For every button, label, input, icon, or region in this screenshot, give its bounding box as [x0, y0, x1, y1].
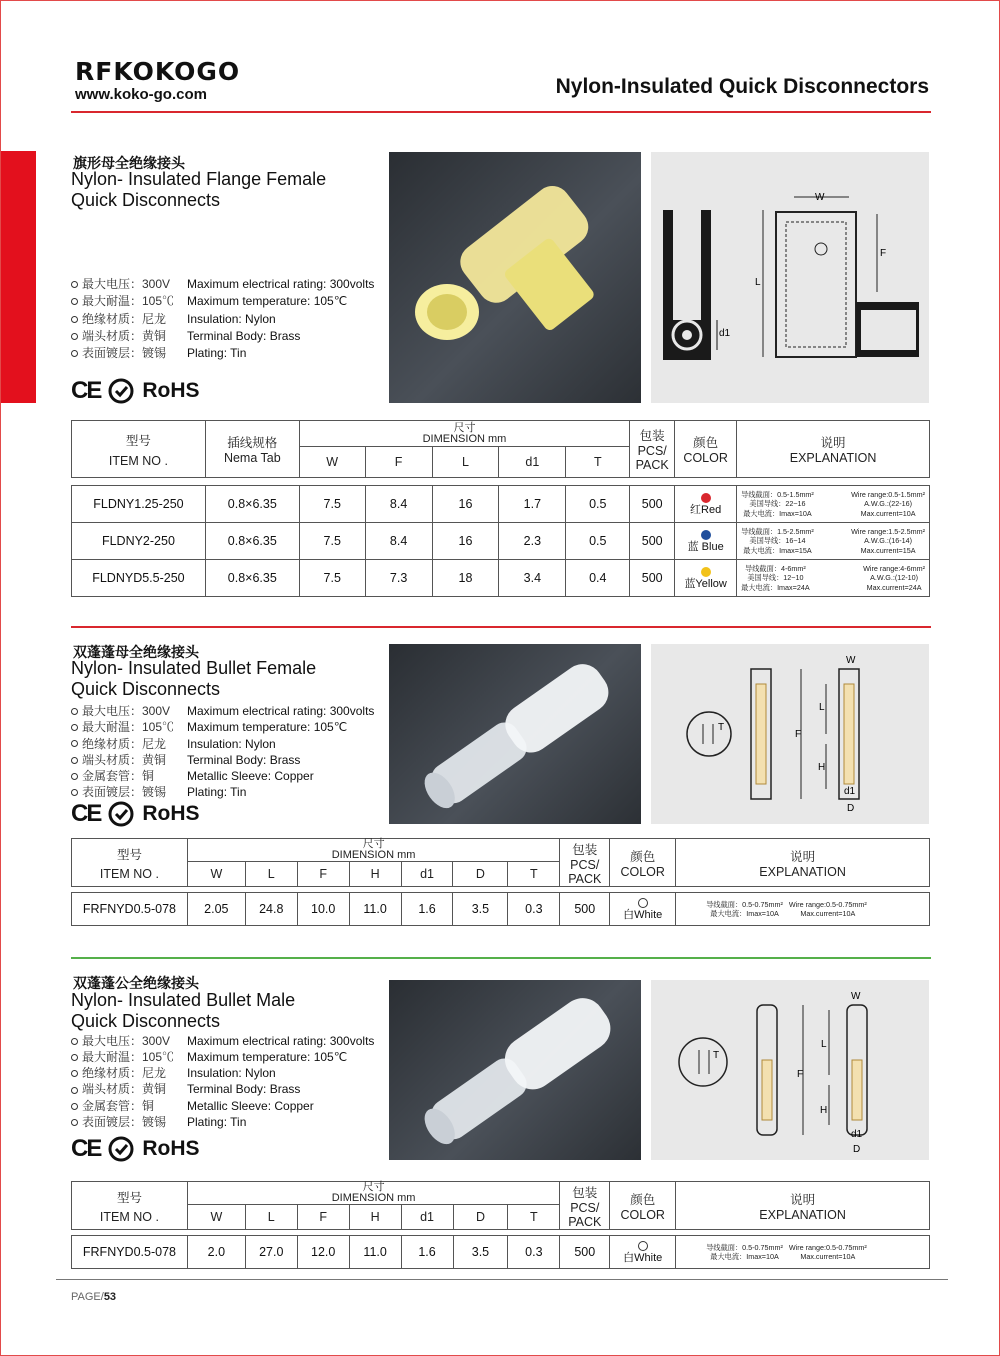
header-explanation: 说明 EXPLANATION — [676, 1182, 930, 1230]
bullet-female-photo — [389, 644, 641, 824]
spec-row: 端头材质：黄铜 Terminal Body: Brass — [71, 328, 374, 345]
page-number: PAGE/53 — [71, 1291, 117, 1303]
section-divider — [71, 626, 931, 628]
spec-row: 金属套管：铜 Metallic Sleeve: Copper — [71, 768, 374, 784]
section2-title-en-1: Nylon- Insulated Bullet Female — [71, 658, 317, 678]
website-url: www.koko-go.com — [75, 86, 207, 103]
t-label: T — [718, 722, 725, 733]
quality-badge-icon — [108, 1136, 134, 1162]
section2-certifications — [71, 800, 200, 828]
col-l: L — [245, 862, 297, 887]
l-label: L — [755, 277, 761, 288]
flange-female-photo — [389, 152, 641, 403]
table-row: FRFNYD0.5-078 2.05 24.8 10.0 11.0 1.6 3.5 0.3 500 白White 导线截面：0.5-0.75mm² 最大电流：Imax=10A Wire range:0.5-0.75mm² Max.current=10A — [72, 893, 930, 926]
section1-title-cn: 旗形母全绝缘接头 — [73, 155, 185, 171]
section1-certifications — [71, 377, 200, 405]
footer-rule — [56, 1279, 948, 1280]
section1-title-en-2: Quick Disconnects — [71, 190, 221, 210]
header-pack: 包装 PCS/ PACK — [560, 1182, 610, 1230]
col-t: T — [508, 862, 560, 887]
quality-badge-icon — [108, 801, 134, 827]
yellow-color-dot — [701, 567, 711, 577]
section1-spec-list — [71, 276, 374, 362]
col-f: F — [365, 447, 432, 478]
d1-label: d1 — [844, 786, 856, 797]
spec-row: 最大电压：300V Maximum electrical rating: 300volts — [71, 276, 374, 293]
bullet-male-photo — [389, 980, 641, 1160]
section3-spec-table — [71, 1181, 930, 1269]
col-l: L — [432, 447, 499, 478]
section2-spec-list — [71, 703, 374, 801]
section3-title-en-2: Quick Disconnects — [71, 1011, 221, 1031]
spec-row: 最大电压：300V Maximum electrical rating: 300volts — [71, 703, 374, 719]
col-t: T — [566, 447, 630, 478]
quality-badge-icon — [108, 378, 134, 404]
section2-spec-table — [71, 838, 930, 926]
bullet-male-drawing — [651, 980, 929, 1160]
spec-row: 最大电压：300V Maximum electrical rating: 300volts — [71, 1033, 374, 1049]
header-explanation: 说明 EXPLANATION — [676, 839, 930, 887]
section3-certifications — [71, 1135, 200, 1163]
h-label: H — [818, 762, 826, 773]
table-row: FLDNYD5.5-250 0.8×6.35 7.5 7.3 18 3.4 0.4 500 蓝Yellow 导线截面：4-6mm² 美国导线：12~10 最大电流：Imax=24A Wire range:4-6mm² A.W.G.:(12-10) Max.current=24A — [72, 560, 930, 597]
col-d: D — [453, 1205, 508, 1230]
section2-title-en-2: Quick Disconnects — [71, 679, 221, 699]
spec-row: 最大耐温：105℃ Maximum temperature: 105℃ — [71, 293, 374, 310]
header-explanation: 说明 EXPLANATION — [737, 421, 930, 478]
f-label: F — [880, 248, 887, 259]
section1-title-en-1: Nylon- Insulated Flange Female — [71, 169, 327, 189]
bullet-female-drawing — [651, 644, 929, 824]
col-f: F — [297, 1205, 349, 1230]
t-label: T — [713, 1050, 720, 1061]
blue-color-dot — [701, 530, 711, 540]
table-row: FLDNY2-250 0.8×6.35 7.5 8.4 16 2.3 0.5 500 蓝 Blue 导线截面：1.5-2.5mm² 美国导线：16~14 最大电流：Imax=15A Wire range:1.5-2.5mm² A.W.G.:(16-14) Max.current=15A — [72, 523, 930, 560]
col-w: W — [187, 862, 245, 887]
col-w: W — [299, 447, 365, 478]
header-dimension: 尺寸 DIMENSION mm — [187, 839, 559, 862]
l-label: F — [797, 1069, 804, 1080]
flange-female-drawing — [651, 152, 929, 403]
col-d1: d1 — [401, 862, 453, 887]
d1-label: d1 — [719, 328, 731, 339]
ce-mark: CE — [71, 1135, 101, 1162]
section3-title-en-1: Nylon- Insulated Bullet Male — [71, 990, 296, 1010]
l-label: F — [795, 729, 802, 740]
col-t: T — [508, 1205, 560, 1230]
w-label: W — [815, 192, 825, 203]
d1-label: d1 — [851, 1129, 863, 1140]
h-label: H — [820, 1105, 828, 1116]
col-f: F — [297, 862, 349, 887]
header-rule — [71, 111, 931, 113]
ce-mark: CE — [71, 800, 101, 827]
spec-row: 绝缘材质：尼龙 Insulation: Nylon — [71, 1066, 374, 1082]
col-l: L — [245, 1205, 297, 1230]
f-label: L — [821, 1039, 827, 1050]
header-dimension: 尺寸 DIMENSION mm — [187, 1182, 559, 1205]
spec-row: 绝缘材质：尼龙 Insulation: Nylon — [71, 311, 374, 328]
header-item: 型号 ITEM NO . — [72, 839, 188, 887]
side-accent-bar — [1, 151, 36, 403]
header-color: 颜色 COLOR — [610, 1182, 676, 1230]
section1-spec-table — [71, 420, 930, 597]
col-h: H — [349, 862, 401, 887]
w-label: W — [846, 655, 856, 666]
header-item: 型号 ITEM NO . — [72, 421, 206, 478]
table-row: FLDNY1.25-250 0.8×6.35 7.5 8.4 16 1.7 0.5 500 红Red 导线截面：0.5-1.5mm² 美国导线：22~16 最大电流：Imax=10A Wire range:0.5-1.5mm² A.W.G.:(22-16) Max.current=10A — [72, 486, 930, 523]
header-dimension: 尺寸 DIMENSION mm — [299, 421, 629, 447]
table-row: FRFNYD0.5-078 2.0 27.0 12.0 11.0 1.6 3.5 0.3 500 白White 导线截面：0.5-0.75mm² 最大电流：Imax=10A Wire range:0.5-0.75mm² Max.current=10A — [72, 1236, 930, 1269]
white-color-dot — [638, 898, 648, 908]
red-color-dot — [701, 493, 711, 503]
header-tab: 插线规格 Nema Tab — [205, 421, 299, 478]
header-pack: 包装 PCS/ PACK — [630, 421, 675, 478]
section2-title-cn: 双蓬蓬母全绝缘接头 — [73, 644, 199, 660]
spec-row: 最大耐温：105℃ Maximum temperature: 105℃ — [71, 1049, 374, 1065]
col-d1: d1 — [499, 447, 566, 478]
rohs-mark: RoHS — [142, 1137, 200, 1160]
section3-spec-list — [71, 1033, 374, 1131]
section-divider — [71, 957, 931, 959]
rohs-mark: RoHS — [142, 802, 200, 825]
d-label: D — [847, 803, 855, 814]
spec-row: 表面镀层：镀锡 Plating: Tin — [71, 345, 374, 362]
brand-logo: RFKOKOGO — [75, 57, 241, 86]
spec-row: 绝缘材质：尼龙 Insulation: Nylon — [71, 736, 374, 752]
spec-row: 表面镀层：镀锡 Plating: Tin — [71, 784, 374, 800]
f-label: L — [819, 702, 825, 713]
header-item: 型号 ITEM NO . — [72, 1182, 188, 1230]
header-pack: 包装 PCS/ PACK — [560, 839, 610, 887]
ce-mark: CE — [71, 377, 101, 404]
col-w: W — [187, 1205, 245, 1230]
spec-row: 端头材质：黄铜 Terminal Body: Brass — [71, 752, 374, 768]
header-color: 颜色 COLOR — [675, 421, 737, 478]
col-h: H — [349, 1205, 401, 1230]
d-label: D — [853, 1144, 861, 1155]
spec-row: 端头材质：黄铜 Terminal Body: Brass — [71, 1082, 374, 1098]
col-d: D — [453, 862, 508, 887]
spec-row: 最大耐温：105℃ Maximum temperature: 105℃ — [71, 719, 374, 735]
rohs-mark: RoHS — [142, 379, 200, 402]
page-title: Nylon-Insulated Quick Disconnectors — [555, 75, 929, 98]
header-color: 颜色 COLOR — [610, 839, 676, 887]
spec-row: 表面镀层：镀锡 Plating: Tin — [71, 1114, 374, 1130]
w-label: W — [851, 991, 861, 1002]
col-d1: d1 — [401, 1205, 453, 1230]
white-color-dot — [638, 1241, 648, 1251]
section3-title-cn: 双蓬蓬公全绝缘接头 — [73, 975, 199, 991]
spec-row: 金属套管：铜 Metallic Sleeve: Copper — [71, 1098, 374, 1114]
